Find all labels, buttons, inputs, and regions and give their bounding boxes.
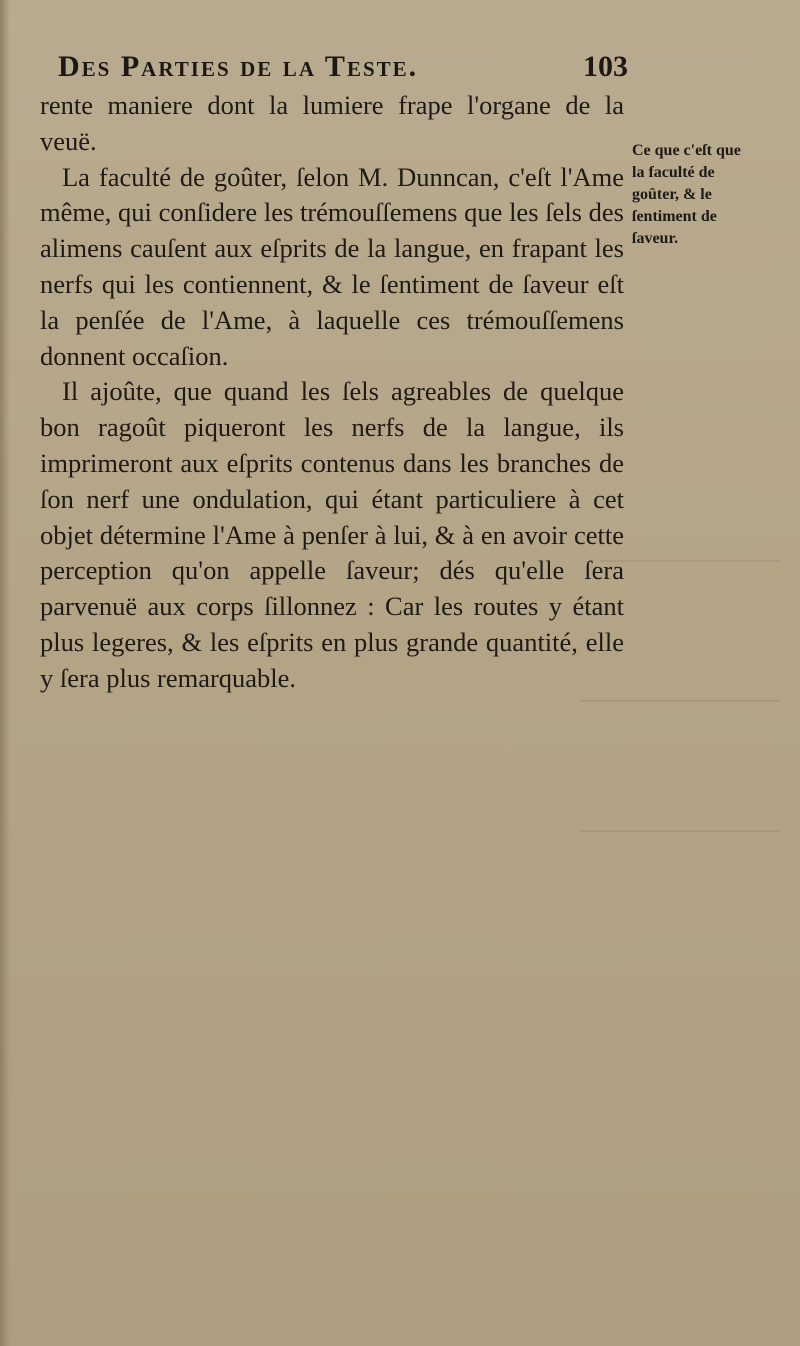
- paragraph-continuation: rente maniere dont la lumiere frape l'organe de la veuë.: [40, 90, 624, 156]
- paragraph-il-ajoute: Il ajoûte, que quand les ſels agreables de quelque bon ragoût piqueront les nerfs de la langue, ils imprimeront aux eſprits contenus dans les branches de ſon nerf une ondulation, qui étant particuliere à cet objet détermine l'Ame à penſer à lui, & à en avoir cette perception qu'on appelle ſaveur; dés qu'elle ſera parvenuë aux corps ſillonnez : Car les routes y étant plus legeres, & les eſprits en plus grande quantité, elle y ſera plus remarquable.: [40, 376, 624, 693]
- body-text: [40, 88, 624, 697]
- show-through-line: [600, 560, 780, 562]
- page-header: [58, 50, 628, 90]
- page-number: 103: [583, 50, 628, 83]
- running-title: Des Parties de la Teste.: [58, 50, 419, 83]
- show-through-line: [580, 700, 780, 702]
- show-through-line: [580, 830, 780, 832]
- paragraph-faculte-de-gouter: La faculté de goûter, ſelon M. Dunncan, c'eſt l'Ame même, qui conſidere les trémouſſemens que les ſels des alimens cauſent aux eſprits de la langue, en frapant les nerfs qui les contiennent, & le ſentiment de ſaveur eſt la penſée de l'Ame, à laquelle ces trémouſſemens donnent occaſion.: [40, 161, 624, 371]
- marginal-note: Ce que c'eſt que la faculté de goûter, & le ſentiment de ſaveur.: [632, 142, 741, 247]
